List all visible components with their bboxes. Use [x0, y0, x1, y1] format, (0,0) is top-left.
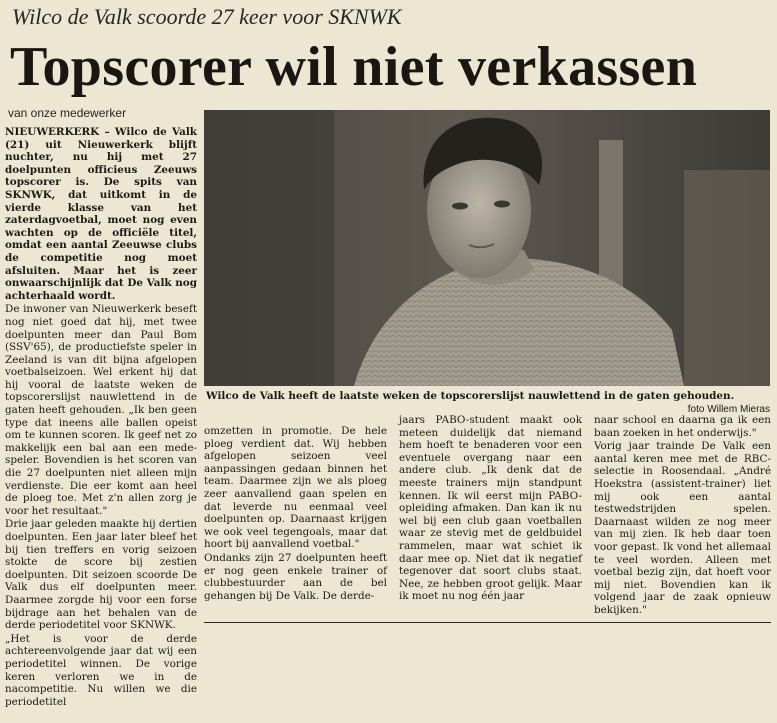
- article-paragraph: De inwoner van Nieuwerkerk beseft nog niet goed dat hij, met twee doelpunten meer dan Paul Bom (SSV'65), de productiefste speler in Zeeland is van dit bijna afgelopen voetbalseizoen. Wel erkent hij dat hij vooral de laatste weken de topscorerslijst nauwlettend in de gaten heeft gehouden. „Ik ben geen type dat ineens alle ballen opeist om te kunnen scoren. Ik geef net zo makkelijk een bal aan een mede-speler. Bovendien is het scoren van die 27 doelpunten niet alleen mijn verdienste. Die eer komt aan heel de ploeg toe. Met z'n allen zorg je voor het resultaat.": [5, 303, 197, 517]
- article-paragraph: Vorig jaar trainde De Valk een aantal keren mee met de RBC-selectie in Roosendaal. „André Hoekstra (assistent-trainer) liet mij ook een aantal testwedstrijden spelen. Daarnaast wilden ze nog meer van mij zien. Ik heb daar toen voor gepast. Ik vond het allemaal te veel worden. Alleen met voetbal bezig zijn, dat hoeft voor mij niet. Bovendien kan ik volgend jaar de zaak opnieuw bekijken.": [594, 440, 771, 616]
- photo-caption: Wilco de Valk heeft de laatste weken de topscorerslijst nauwlettend in de gaten gehouden.: [206, 390, 735, 402]
- kicker: Wilco de Valk scoorde 27 keer voor SKNWK: [12, 4, 402, 29]
- photo-credit: foto Willem Mieras: [687, 404, 770, 415]
- article-paragraph: jaars PABO-student maakt ook meteen duidelijk dat niemand hem hoeft te benaderen voor een eventuele overgang naar een andere club. „Ik denk dat de meeste trainers mijn standpunt kennen. Ik wil eerst mijn PABO-opleiding afmaken. Dan kan ik nu wel bij een club gaan voetballen waar ze stevig met de geldbuidel rammelen, maar wat schiet ik daar mee op. Niet dat ik negatief tegenover dat soort clubs staat. Nee, ze hebben groot gelijk. Maar ik moet nu nog één jaar: [399, 414, 582, 603]
- column-divider-rule: [204, 622, 771, 623]
- article-paragraph: omzetten in promotie. De hele ploeg verdient dat. Wij hebben afgelopen seizoen veel aanpassingen gedaan binnen het team. Daarmee zijn we als ploeg zeer aanvallend gaan spelen en dat leverde nu eenmaal veel doelpunten op. Daarnaast krijgen we ook veel tegengoals, maar dat hoort bij aanvallend voetbal.": [204, 425, 387, 551]
- article-column-1: [5, 126, 197, 709]
- byline: van onze medewerker: [8, 106, 127, 120]
- article-column-2: [204, 425, 387, 603]
- article-paragraph: Drie jaar geleden maakte hij dertien doelpunten. Een jaar later bleef het bij tien treffers en vorig seizoen stokte de score bij zestien doelpunten. Dit seizoen scoorde De Valk dus elf doelpunten meer. Daarmee zorgde hij voor een forse bijdrage aan het behalen van de derde periodetitel voor SKNWK.: [5, 518, 197, 632]
- article-lead: NIEUWERKERK – Wilco de Valk (21) uit Nieuwerkerk blijft nuchter, nu hij met 27 doelpunten officieus Zeeuws topscorer is. De spits van SKNWK, dat uitkomt in de vierde klasse van het zaterdagvoetbal, moet nog even wachten op de officiële titel, omdat een aantal Zeeuwse clubs de competitie nog moet afsluiten. Maar het is zeer onwaarschijnlijk dat De Valk nog achterhaald wordt.: [5, 126, 197, 302]
- article-column-3: [399, 414, 582, 604]
- article-paragraph: naar school en daarna ga ik een baan zoeken in het onderwijs.": [594, 414, 771, 439]
- article-paragraph: „Het is voor de derde achtereenvolgende jaar dat wij een periodetitel winnen. De vorige keren verloren we in de nacompetitie. Nu willen we die periodetitel: [5, 632, 197, 708]
- article-paragraph: Ondanks zijn 27 doelpunten heeft er nog geen enkele trainer of clubbestuurder aan de bel gehangen bij De Valk. De derde-: [204, 551, 387, 602]
- headline: Topscorer wil niet verkassen: [10, 36, 698, 98]
- article-column-4: [594, 414, 771, 618]
- player-photo: [204, 110, 770, 386]
